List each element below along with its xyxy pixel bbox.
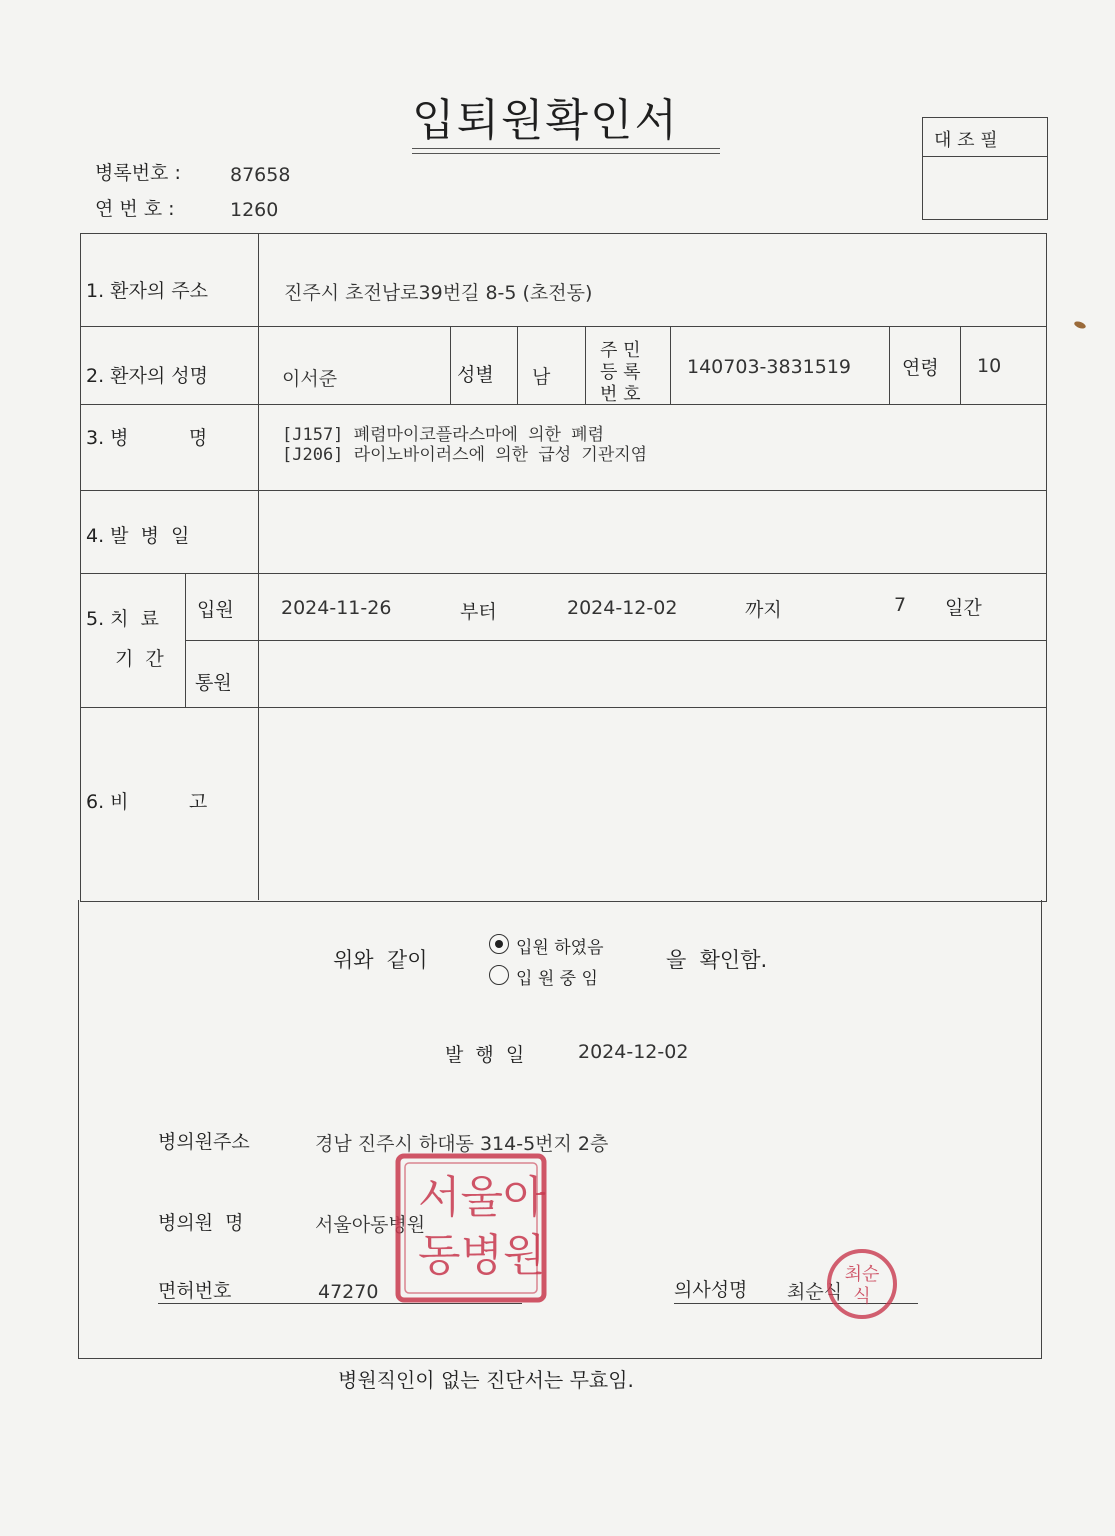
confirm-suffix: 을 확인함. (666, 948, 768, 972)
record-no-label: 병록번호 : (95, 162, 181, 184)
days-word: 일간 (945, 597, 982, 619)
title-underline-1 (412, 148, 720, 149)
confirm-prefix: 위와 같이 (333, 948, 428, 972)
serial-no-value: 1260 (230, 199, 279, 221)
doctor-value: 최순식 (787, 1281, 843, 1303)
title-underline-2 (412, 153, 720, 154)
label-column-divider (258, 233, 259, 900)
address-label: 1. 환자의 주소 (86, 280, 208, 302)
address-value: 진주시 초전남로39번길 8-5 (초전동) (284, 282, 593, 304)
inpatient-label: 입원 (197, 599, 234, 621)
sex-value-divider (517, 326, 518, 404)
name-sex-divider (450, 326, 451, 404)
radio-admitted[interactable] (489, 934, 509, 954)
sex-label: 성별 (457, 364, 494, 386)
license-label: 면허번호 (158, 1280, 232, 1302)
inpatient-from: 2024-11-26 (281, 597, 392, 619)
row-line-5 (185, 640, 1047, 641)
age-value-divider (960, 326, 961, 404)
compare-box-divider (922, 156, 1048, 157)
name-label: 2. 환자의 성명 (86, 365, 208, 387)
inpatient-to: 2024-12-02 (567, 597, 678, 619)
doctor-label: 의사성명 (674, 1279, 748, 1301)
disease-1: [J157] 폐렴마이코플라스마에 의한 폐렴 (282, 425, 605, 445)
paper-mark (1073, 320, 1086, 330)
rrn-value-divider (670, 326, 671, 404)
record-no-value: 87658 (230, 164, 291, 186)
document-title: 입퇴원확인서 (412, 95, 680, 146)
issue-date-value: 2024-12-02 (578, 1041, 689, 1063)
main-table (80, 233, 1047, 902)
option-hospitalized-label: 입 원 중 임 (516, 969, 598, 989)
age-label: 연령 (902, 357, 939, 379)
days-value: 7 (894, 594, 907, 616)
age-label-divider (889, 326, 890, 404)
hospital-address-label: 병의원주소 (158, 1131, 250, 1153)
svg-text:최순: 최순 (844, 1264, 880, 1285)
row-line-4 (80, 573, 1047, 574)
age-value: 10 (977, 355, 1002, 377)
compare-box-label: 대 조 필 (934, 130, 998, 151)
hospital-name-label: 병의원 명 (158, 1212, 244, 1234)
hospital-address-value: 경남 진주시 하대동 314-5번지 2층 (315, 1133, 609, 1155)
radio-hospitalized[interactable] (489, 965, 509, 985)
rrn-label-line2: 등 록 (600, 362, 641, 383)
issue-date-label: 발 행 일 (445, 1044, 525, 1066)
serial-no-label: 연 번 호 : (95, 198, 175, 220)
period-sub-divider (185, 573, 186, 707)
period-label-1: 5. 치 료 (86, 608, 159, 630)
row-line-1 (80, 326, 1047, 327)
hospital-name-value: 서울아동병원 (315, 1214, 426, 1236)
doctor-seal-stamp (822, 1244, 902, 1324)
disease-label: 3. 병 명 (86, 427, 208, 449)
option-admitted-label: 입원 하였음 (516, 938, 604, 958)
rrn-label-line1: 주 민 (600, 340, 641, 361)
onset-label: 4. 발 병 일 (86, 525, 190, 547)
from-word: 부터 (460, 601, 497, 623)
sex-value: 남 (532, 366, 551, 388)
name-value: 이서준 (282, 368, 338, 390)
rrn-value: 140703-3831519 (687, 356, 852, 378)
rrn-label-divider (585, 326, 586, 404)
outpatient-label: 통원 (195, 672, 232, 694)
remarks-label: 6. 비 고 (86, 791, 208, 813)
row-line-3 (80, 490, 1047, 491)
hospital-seal-stamp (392, 1150, 550, 1306)
row-line-2 (80, 404, 1047, 405)
rrn-label-line3: 번 호 (600, 384, 641, 405)
radio-selected-dot (495, 940, 503, 948)
svg-text:서울아: 서울아 (418, 1172, 546, 1223)
footer-note: 병원직인이 없는 진단서는 무효임. (338, 1368, 634, 1392)
row-line-6 (80, 707, 1047, 708)
period-label-2: 기 간 (115, 648, 164, 670)
to-word: 까지 (745, 599, 782, 621)
disease-2: [J206] 라이노바이러스에 의한 급성 기관지염 (282, 445, 648, 465)
svg-text:동병원: 동병원 (418, 1230, 546, 1281)
license-value: 47270 (318, 1281, 379, 1303)
svg-text:식: 식 (853, 1286, 871, 1307)
